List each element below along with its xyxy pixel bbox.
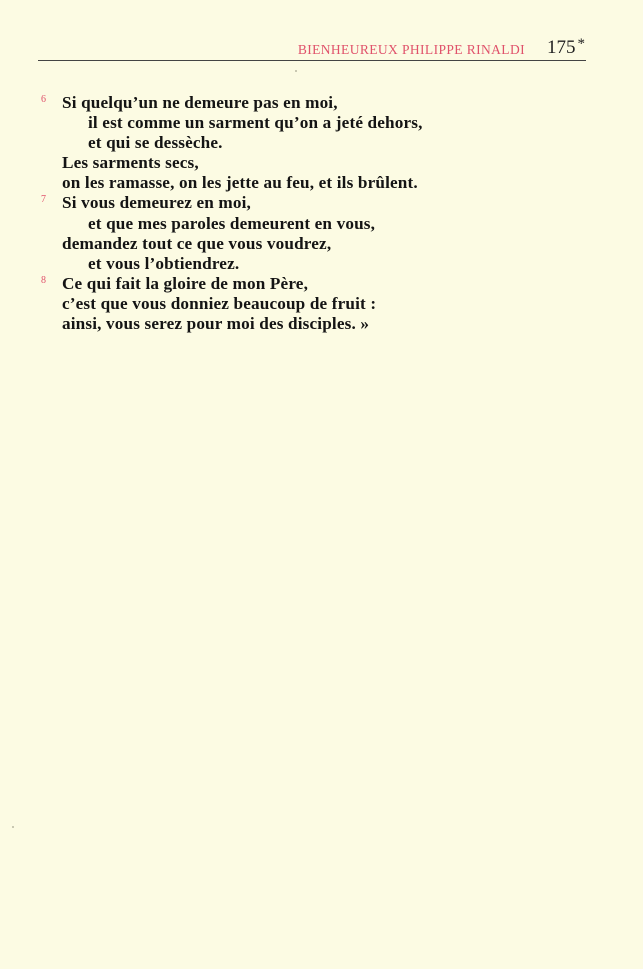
- verse-line-text: et vous l’obtiendrez.: [88, 253, 240, 273]
- verse-line-text: Les sarments secs,: [62, 153, 199, 173]
- verse-line: [41, 193, 582, 213]
- verse-line-text: Si vous demeurez en moi,: [62, 193, 251, 213]
- running-title: BIENHEUREUX PHILIPPE RINALDI: [297, 42, 525, 57]
- verse-line-text: c’est que vous donniez beaucoup de fruit :: [62, 293, 377, 313]
- paper-speck: [12, 826, 14, 828]
- verse-line-text: ainsi, vous serez pour moi des disciples. »: [62, 314, 370, 334]
- verse-line-text: et qui se dessèche.: [88, 133, 223, 153]
- paper-speck: [295, 70, 297, 72]
- verse-number: 7: [41, 194, 47, 206]
- verse-line-text: Ce qui fait la gloire de mon Père,: [62, 273, 309, 293]
- page-number: [547, 37, 585, 59]
- page-number-value: 175: [547, 37, 576, 58]
- verse-line-text: Si quelqu’un ne demeure pas en moi,: [62, 93, 338, 112]
- verse-line: [62, 153, 582, 173]
- verse-line: [41, 273, 582, 294]
- page-mark: *: [577, 36, 585, 52]
- verse-number: 8: [41, 274, 47, 286]
- verse-line: [41, 93, 582, 113]
- verse-line-text: on les ramasse, on les jette au feu, et ils brûlent.: [62, 173, 418, 193]
- verse-line-text: demandez tout ce que vous voudrez,: [62, 233, 332, 253]
- verse-line: [62, 234, 582, 254]
- verse-line: [62, 294, 582, 314]
- verse-line: [62, 113, 582, 133]
- scripture-text: [41, 93, 582, 334]
- running-header: [38, 36, 585, 60]
- verse-line-text: et que mes paroles demeurent en vous,: [88, 213, 376, 233]
- verse-line: [62, 133, 582, 153]
- verse-line: [62, 314, 582, 334]
- verse-line-text: il est comme un sarment qu’on a jeté dehors,: [88, 113, 423, 133]
- verse-line: [62, 214, 582, 234]
- verse-number: 6: [41, 94, 47, 105]
- header-rule: [38, 60, 586, 61]
- verse-line: [62, 254, 582, 274]
- verse-line: [62, 173, 582, 193]
